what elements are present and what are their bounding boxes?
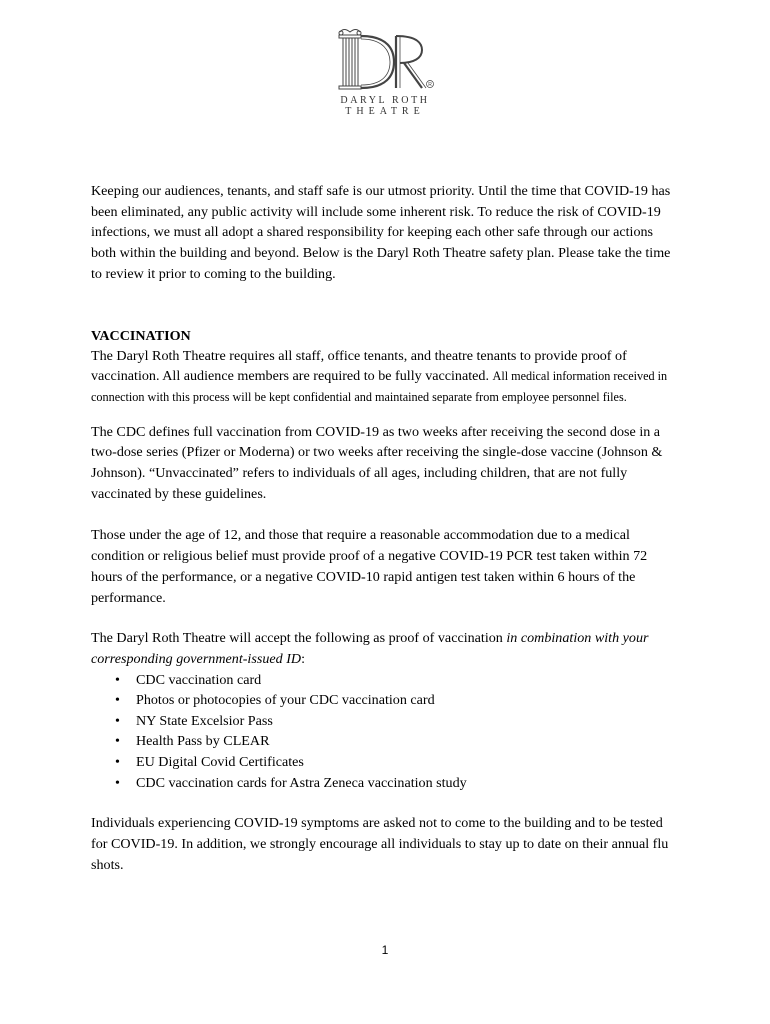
list-item (91, 670, 681, 691)
dr-monogram-logo (330, 26, 440, 96)
bullet-icon: • (115, 692, 120, 709)
vaccination-requirement-paragraph (91, 346, 681, 408)
vaccination-requirement-text: The Daryl Roth Theatre requires all staff, office tenants, and theatre tenants to provide proof of vaccination. All audience members are required to be fully vaccinated. (91, 347, 627, 385)
list-item (91, 690, 681, 711)
theatre-logo (330, 26, 440, 122)
cdc-definition-paragraph: The CDC defines full vaccination from COVID-19 as two weeks after receiving the second dose in a two-dose series (Pfizer or Moderna) or two weeks after receiving the single-dose vaccine (Johnson & Johnson). “Unvaccinated” refers to individuals of all ages, including children, that are not fully vaccinated by these guidelines. (91, 423, 663, 502)
bullet-icon: • (115, 733, 120, 750)
document-body (91, 181, 681, 875)
medical-confidentiality-note: All medical information received in connection with this process will be kept confidential and maintained separate from employee personnel files. (91, 369, 668, 404)
intro-paragraph: Keeping our audiences, tenants, and staff safe is our utmost priority. Until the time that COVID-19 has been eliminated, any public activity will include some inherent risk. To reduce the risk of COVID-19 infections, we must all adopt a shared responsibility for keeping each other safe through our actions both within the building and beyond. Below is the Daryl Roth Theatre safety plan. Please take the time to review it prior to coming to the building. (91, 183, 671, 282)
bullet-icon: • (115, 774, 120, 791)
accepted-proof-lead: The Daryl Roth Theatre will accept the following as proof of vaccination (91, 630, 507, 647)
registered-mark (427, 81, 434, 89)
list-item-text: Photos or photocopies of your CDC vaccination card (136, 692, 435, 709)
accepted-proof-paragraph (91, 628, 681, 669)
accepted-proof-colon: : (301, 650, 305, 667)
accepted-proof-list (91, 670, 681, 794)
bullet-icon: • (115, 712, 120, 729)
list-item-text: CDC vaccination card (136, 671, 262, 688)
bullet-icon: • (115, 754, 120, 771)
vaccination-heading: VACCINATION (91, 327, 191, 344)
logo-theatre-line: THEATRE (345, 106, 425, 117)
list-item-text: EU Digital Covid Certificates (136, 754, 304, 771)
symptoms-paragraph: Individuals experiencing COVID-19 symptoms are asked not to come to the building and to be tested for COVID-19. In addition, we strongly encourage all individuals to stay up to date on their annual flu shots. (91, 815, 669, 873)
bullet-icon: • (115, 671, 120, 688)
page-number: 1 (381, 943, 389, 957)
list-item (91, 731, 681, 752)
list-item-text: CDC vaccination cards for Astra Zeneca vaccination study (136, 774, 467, 791)
accepted-proof-italic: in combination with your corresponding government-issued ID (91, 630, 649, 667)
list-item-text: Health Pass by CLEAR (136, 733, 270, 750)
list-item (91, 752, 681, 773)
list-item-text: NY State Excelsior Pass (136, 712, 273, 729)
logo-name-line: DARYL ROTH (340, 95, 430, 106)
svg-text:R: R (428, 82, 432, 88)
list-item (91, 773, 681, 794)
list-item (91, 711, 681, 732)
under-12-paragraph: Those under the age of 12, and those that require a reasonable accommodation due to a medical condition or religious belief must provide proof of a negative COVID-19 PCR test taken within 72 hours of the performance, or a negative COVID-10 rapid antigen test taken within 6 hours of the performance. (91, 527, 648, 606)
